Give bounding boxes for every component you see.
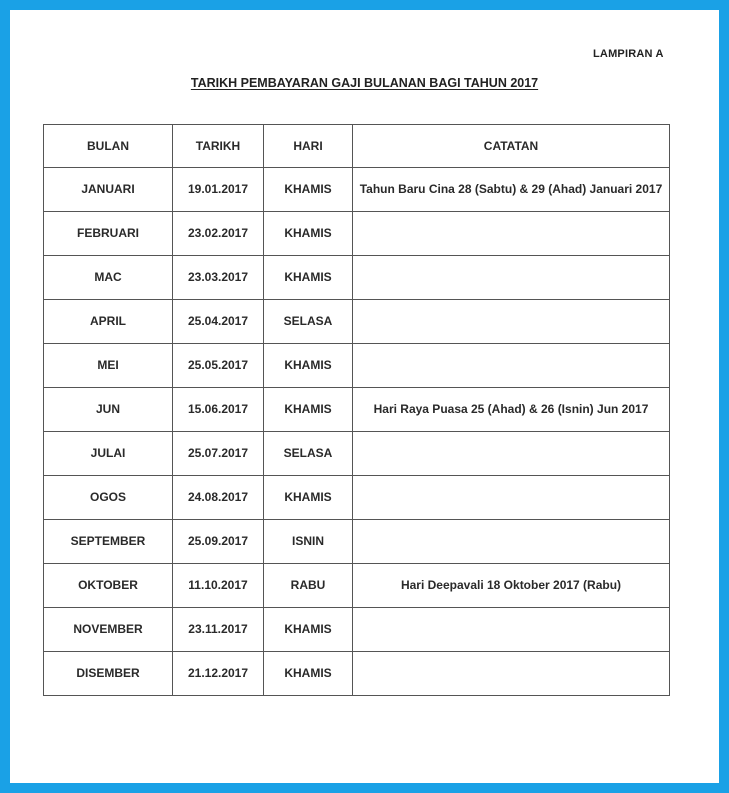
table-row <box>44 168 670 212</box>
column-header-bulan: BULAN <box>44 125 173 168</box>
salary-schedule-table <box>43 124 670 696</box>
cell-bulan: JUN <box>44 388 173 432</box>
table-row <box>44 520 670 564</box>
cell-catatan <box>353 256 670 300</box>
cell-hari: KHAMIS <box>264 652 353 696</box>
cell-bulan: JULAI <box>44 432 173 476</box>
cell-catatan <box>353 652 670 696</box>
cell-bulan: NOVEMBER <box>44 608 173 652</box>
column-header-tarikh: TARIKH <box>173 125 264 168</box>
cell-tarikh: 21.12.2017 <box>173 652 264 696</box>
cell-tarikh: 25.09.2017 <box>173 520 264 564</box>
cell-tarikh: 11.10.2017 <box>173 564 264 608</box>
document-title-text: TARIKH PEMBAYARAN GAJI BULANAN BAGI TAHUN 2017 <box>190 76 539 90</box>
cell-hari: KHAMIS <box>264 256 353 300</box>
table-row <box>44 608 670 652</box>
document-title <box>10 76 719 90</box>
cell-hari: KHAMIS <box>264 388 353 432</box>
table-row <box>44 652 670 696</box>
cell-catatan <box>353 344 670 388</box>
cell-bulan: MEI <box>44 344 173 388</box>
cell-bulan: SEPTEMBER <box>44 520 173 564</box>
cell-hari: KHAMIS <box>264 344 353 388</box>
cell-catatan <box>353 608 670 652</box>
cell-tarikh: 23.11.2017 <box>173 608 264 652</box>
table-row <box>44 432 670 476</box>
cell-tarikh: 25.04.2017 <box>173 300 264 344</box>
cell-catatan <box>353 520 670 564</box>
table-row <box>44 476 670 520</box>
table-row <box>44 564 670 608</box>
cell-catatan: Hari Raya Puasa 25 (Ahad) & 26 (Isnin) Jun 2017 <box>353 388 670 432</box>
document-page <box>10 10 719 783</box>
cell-hari: KHAMIS <box>264 476 353 520</box>
cell-catatan <box>353 212 670 256</box>
cell-tarikh: 19.01.2017 <box>173 168 264 212</box>
column-header-catatan: CATATAN <box>353 125 670 168</box>
cell-catatan <box>353 432 670 476</box>
table-row <box>44 300 670 344</box>
cell-bulan: APRIL <box>44 300 173 344</box>
table-row <box>44 256 670 300</box>
cell-catatan <box>353 476 670 520</box>
cell-bulan: DISEMBER <box>44 652 173 696</box>
column-header-hari: HARI <box>264 125 353 168</box>
cell-bulan: MAC <box>44 256 173 300</box>
cell-tarikh: 25.07.2017 <box>173 432 264 476</box>
cell-bulan: JANUARI <box>44 168 173 212</box>
cell-tarikh: 15.06.2017 <box>173 388 264 432</box>
cell-bulan: FEBRUARI <box>44 212 173 256</box>
cell-bulan: OGOS <box>44 476 173 520</box>
cell-hari: ISNIN <box>264 520 353 564</box>
cell-tarikh: 23.02.2017 <box>173 212 264 256</box>
table-header-row <box>44 125 670 168</box>
cell-hari: SELASA <box>264 432 353 476</box>
appendix-label: LAMPIRAN A <box>593 48 664 60</box>
table-row <box>44 344 670 388</box>
cell-bulan: OKTOBER <box>44 564 173 608</box>
table-row <box>44 212 670 256</box>
cell-catatan: Hari Deepavali 18 Oktober 2017 (Rabu) <box>353 564 670 608</box>
cell-hari: KHAMIS <box>264 212 353 256</box>
cell-tarikh: 24.08.2017 <box>173 476 264 520</box>
cell-hari: KHAMIS <box>264 168 353 212</box>
cell-hari: RABU <box>264 564 353 608</box>
cell-catatan <box>353 300 670 344</box>
cell-catatan: Tahun Baru Cina 28 (Sabtu) & 29 (Ahad) Januari 2017 <box>353 168 670 212</box>
cell-hari: KHAMIS <box>264 608 353 652</box>
table-row <box>44 388 670 432</box>
cell-hari: SELASA <box>264 300 353 344</box>
cell-tarikh: 25.05.2017 <box>173 344 264 388</box>
cell-tarikh: 23.03.2017 <box>173 256 264 300</box>
